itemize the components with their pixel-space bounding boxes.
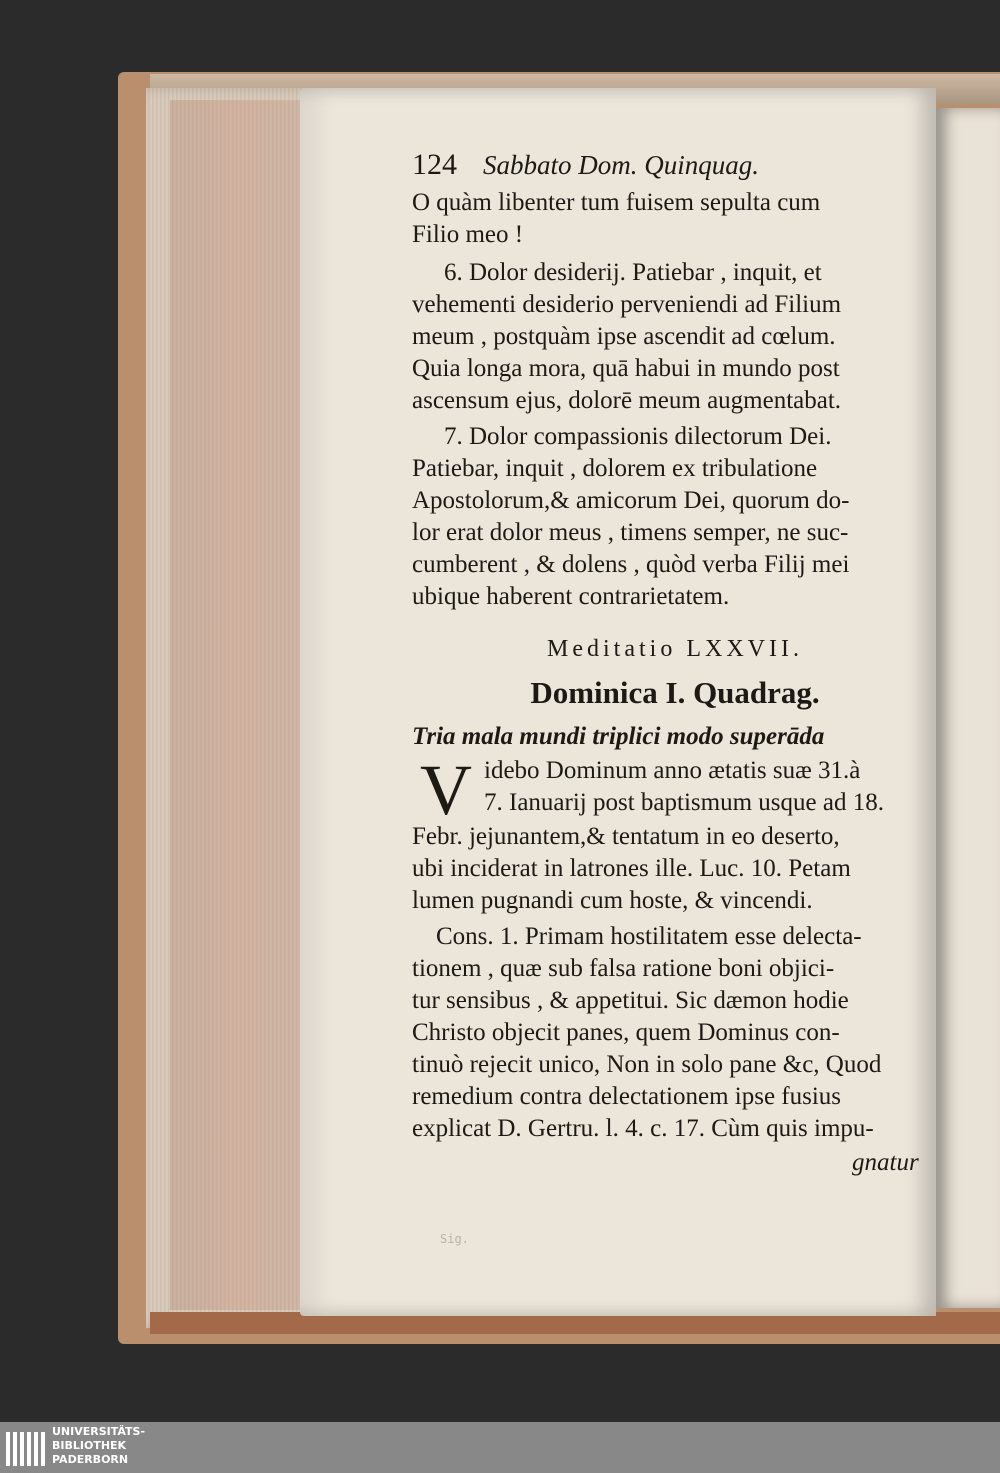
library-logo-icon [4,1426,48,1470]
facing-page [936,108,1000,1308]
text-line: Christo objecit panes, quem Dominus con- [412,1019,840,1046]
text-line: tinuò rejecit unico, Non in solo pane &c, Quod [412,1051,882,1078]
library-name-line: PADERBORN [52,1453,129,1466]
page-text [412,150,938,1210]
dominica-heading: Dominica I. Quadrag. [530,675,820,710]
text-line: lor erat dolor meus , timens semper, ne suc- [412,519,849,546]
text-line: Cons. 1. Primam hostilitatem esse delecta- [436,923,862,950]
text-line: lumen pugnandi cum hoste, & vincendi. [412,887,813,914]
meditatio-heading: Meditatio LXXVII. [547,636,803,662]
drop-capital: V [420,750,472,830]
library-name-line: BIBLIOTHEK [52,1439,127,1452]
footer-band [0,1422,1000,1473]
text-line: Filio meo ! [412,221,524,248]
text-line: explicat D. Gertru. l. 4. c. 17. Cùm quis impu- [412,1115,874,1142]
text-line: meum , postquàm ipse ascendit ad cœlum. [412,323,836,350]
text-line: tionem , quæ sub falsa ratione boni objici- [412,955,835,982]
text-line: 7. Dolor compassionis dilectorum Dei. [444,423,832,450]
text-line: remedium contra delectationem ipse fusius [412,1083,842,1110]
text-line: ascensum ejus, dolorē meum augmentabat. [412,387,842,414]
library-name-line: UNIVERSITÄTS- [52,1425,146,1438]
page-edges-shade [170,100,310,1310]
text-line: Patiebar, inquit , dolorem ex tribulatione [412,455,818,482]
running-head [412,150,759,180]
catchword: gnatur [852,1149,919,1176]
text-line: tur sensibus , & appetitui. Sic dæmon hodie [412,987,849,1014]
text-line: 7. Ianuarij post baptismum usque ad 18. [484,789,884,816]
library-name [52,1425,145,1467]
text-line: vehementi desiderio perveniendi ad Filium [412,291,842,318]
text-line: Quia longa mora, quā habui in mundo post [412,355,840,382]
text-line: Febr. jejunantem,& tentatum in eo deserto, [412,823,840,850]
text-line: Apostolorum,& amicorum Dei, quorum do- [412,487,850,514]
text-line: ubi inciderat in latrones ille. Luc. 10. Petam [412,855,851,882]
text-line: cumberent , & dolens , quòd verba Filij mei [412,551,850,578]
subtitle: Tria mala mundi triplici modo superāda [412,723,825,750]
text-line: ubique haberent contrarietatem. [412,583,730,610]
text-line: idebo Dominum anno ætatis suæ 31.à [484,757,861,784]
page-number: 124 [412,150,457,181]
text-line: O quàm libenter tum fuisem sepulta cum [412,189,821,216]
running-head-title: Sabbato Dom. Quinquag. [483,150,759,180]
text-line: 6. Dolor desiderij. Patiebar , inquit, et [444,259,822,286]
library-stamp: Sig. [440,1232,469,1246]
